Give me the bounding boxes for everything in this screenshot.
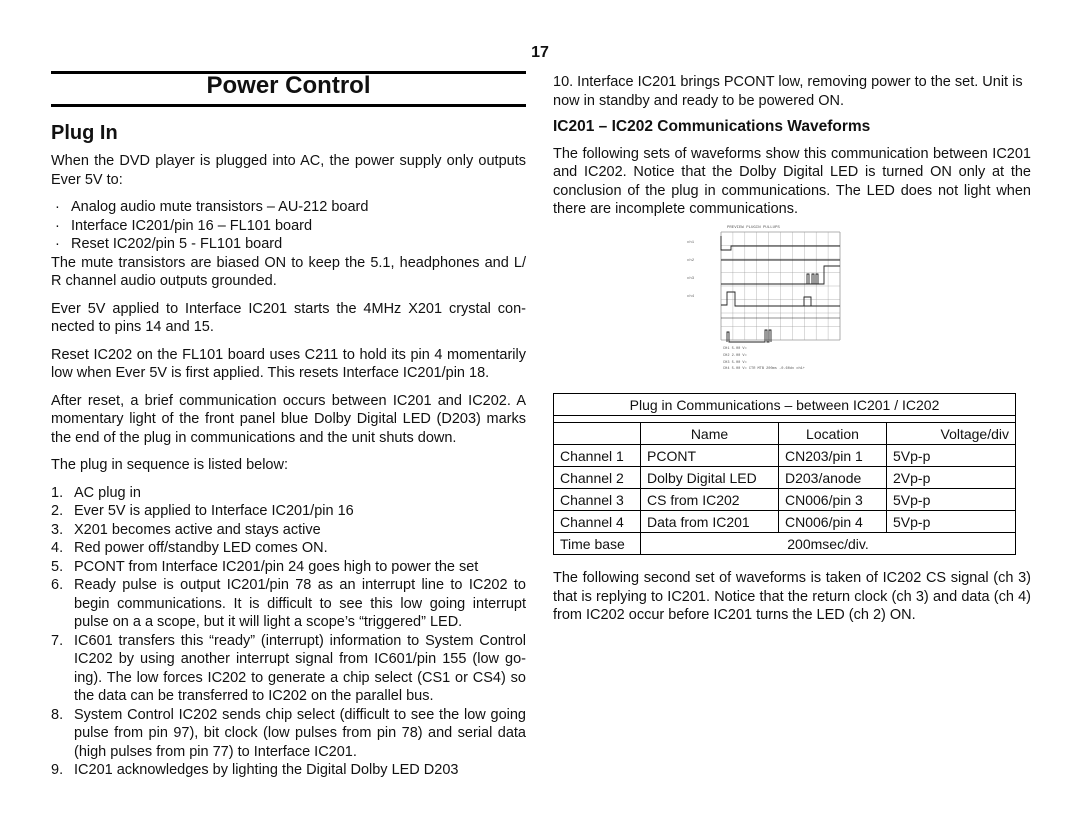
- bullet-text: Interface IC201/pin 16 – FL101 board: [71, 217, 313, 234]
- step-number: 3.: [51, 521, 64, 538]
- sequence-step: [51, 558, 526, 577]
- step-text: Ever 5V is applied to Interface IC201/pin 16: [74, 503, 354, 519]
- scope-ch3-label: ch3: [687, 277, 695, 281]
- scope-top-label: PREVIEW PLUGIN PULLUPS: [727, 226, 780, 230]
- title-rule-bottom: [51, 104, 526, 107]
- table-row: [554, 445, 1016, 467]
- step-number: 1.: [51, 484, 64, 501]
- table-header-blank: [554, 423, 641, 445]
- scope-ch4-scale: CH4 5.00 V= CTR MTB 200ms -0.60dv ch1+: [723, 367, 805, 370]
- step-text: IC601 transfers this “ready” (interrupt) information to System Control IC202 by using another interrupt signal from IC601/pin 155 (low go- ing). The low forces IC202 to generate a chip select (CS1 or CS4) so the data can be transferred to IC202 on the parallel bus.: [74, 632, 526, 704]
- step-text: IC201 acknowledges by lighting the Digital Dolby LED D203: [74, 762, 459, 778]
- step-number: 7.: [51, 632, 64, 649]
- step-number: 2.: [51, 503, 64, 519]
- bullet-text: Analog audio mute transistors – AU-212 board: [71, 199, 369, 215]
- table-cell: CN203/pin 1: [779, 445, 887, 467]
- left-column: [51, 152, 526, 780]
- table-header-row: [554, 423, 1016, 445]
- scope-graticule: [721, 232, 840, 340]
- table-timebase-row: [554, 533, 1016, 555]
- table-row: [554, 511, 1016, 533]
- table-cell: Dolby Digital LED: [641, 467, 779, 489]
- sequence-step: [51, 502, 526, 521]
- table-cell: CN006/pin 3: [779, 489, 887, 511]
- step-number: 5.: [51, 558, 64, 575]
- table-cell: CN006/pin 4: [779, 511, 887, 533]
- waveforms-heading: IC201 – IC202 Communications Waveforms: [553, 118, 871, 135]
- mute-paragraph: The mute transistors are biased ON to keep the 5.1, headphones and L/ R channel audio outputs grounded.: [51, 254, 526, 289]
- scope-ch2-label: ch2: [687, 259, 695, 263]
- plug-in-communications-table: [553, 393, 1016, 555]
- scope-ch2-scale: CH2 2.00 V=: [723, 354, 747, 358]
- table-header-voltage: Voltage/div: [887, 423, 1016, 445]
- table-cell: CS from IC202: [641, 489, 779, 511]
- table-cell: Channel 4: [554, 511, 641, 533]
- powered-list: [51, 198, 526, 254]
- step-text: PCONT from Interface IC201/pin 24 goes high to power the set: [74, 558, 479, 575]
- table-cell: 5Vp-p: [887, 489, 1016, 511]
- step-number: 4.: [51, 540, 64, 556]
- table-cell: PCONT: [641, 445, 779, 467]
- bullet-item: [51, 235, 526, 254]
- bullet-item: [51, 198, 526, 217]
- step-text: Red power off/standby LED comes ON.: [74, 540, 328, 556]
- second-waveforms-paragraph: The following second set of waveforms is taken of IC202 CS signal (ch 3) that is replying to IC201. Notice that the return clock (ch 3) and data (ch 4) from IC202 occur before IC201 turns the LED (ch 2) ON.: [553, 570, 1031, 623]
- table-row: [554, 489, 1016, 511]
- step-number: 8.: [51, 706, 64, 723]
- timebase-value: 200msec/div.: [641, 533, 1016, 555]
- bullet-marker: ·: [55, 199, 60, 215]
- table-cell: Channel 2: [554, 467, 641, 489]
- sequence-step: [51, 632, 526, 706]
- sequence-step: [51, 761, 526, 780]
- step-number: 9.: [51, 762, 64, 778]
- plug-in-sequence-list: [51, 484, 526, 780]
- table-cell: Data from IC201: [641, 511, 779, 533]
- table-cell: D203/anode: [779, 467, 887, 489]
- trace-ch4-data-pulse: [804, 297, 811, 306]
- step-number: 6.: [51, 577, 64, 593]
- table-caption-row: [554, 394, 1016, 416]
- table-cell: 5Vp-p: [887, 511, 1016, 533]
- step-text: AC plug in: [74, 484, 141, 501]
- after-reset-paragraph: After reset, a brief communication occurs between IC201 and IC202. A momentary light of the front panel blue Dolby Digital LED (D203) marks the end of the plug in communications and the unit shuts down.: [51, 392, 526, 446]
- bullet-marker: ·: [55, 217, 60, 234]
- sequence-step: [51, 576, 526, 632]
- ever5v-paragraph: Ever 5V applied to Interface IC201 starts the 4MHz X201 crystal con- nected to pins 14 and 15.: [51, 300, 526, 335]
- scope-ch4-label: ch4: [687, 295, 695, 299]
- waveforms-paragraph: The following sets of waveforms show this communication between IC201 and IC202. Notice that the Dolby Digital LED is turned ON only at the conclusion of the plug in communications. The LED does not light when there are incomplete communications.: [553, 145, 1031, 217]
- oscilloscope-waveform-image: [685, 222, 841, 370]
- sequence-step: [51, 484, 526, 503]
- scope-ch1-scale: CH1 5.00 V=: [723, 347, 747, 351]
- scope-ch3-scale: CH3 5.00 V=: [723, 361, 747, 365]
- sequence-intro: The plug in sequence is listed below:: [51, 457, 288, 473]
- page-title: Power Control: [206, 72, 371, 99]
- trace-ch3-clock-pulses: [807, 274, 818, 284]
- table-cell: Channel 1: [554, 445, 641, 467]
- scope-ch1-label: ch1: [687, 241, 695, 245]
- bullet-text: Reset IC202/pin 5 - FL101 board: [71, 236, 283, 252]
- table-cell: Channel 3: [554, 489, 641, 511]
- table-cell: 5Vp-p: [887, 445, 1016, 467]
- intro-paragraph: When the DVD player is plugged into AC, the power supply only outputs Ever 5V to:: [51, 153, 526, 188]
- table-row: [554, 467, 1016, 489]
- table-cell: 2Vp-p: [887, 467, 1016, 489]
- page-number: 17: [531, 44, 549, 61]
- section-heading-plug-in: Plug In: [51, 122, 118, 144]
- table-spacer-row: [554, 416, 1016, 423]
- reset-paragraph: Reset IC202 on the FL101 board uses C211 to hold its pin 4 momentarily low when Ever 5V is first applied. This resets Interface IC201/pin 18.: [51, 346, 526, 381]
- step-text: Ready pulse is output IC201/pin 78 as an interrupt line to IC202 to begin communications. It is difficult to see this low going interrupt pulse on a a scope, but it will light a scope’s “triggered” LED.: [74, 577, 526, 630]
- table-caption: Plug in Communications – between IC201 / IC202: [554, 394, 1016, 416]
- step-text: X201 becomes active and stays active: [74, 521, 321, 538]
- right-column-top: [553, 73, 1031, 219]
- timebase-label: Time base: [554, 533, 641, 555]
- step-ten-paragraph: 10. Interface IC201 brings PCONT low, removing power to the set. Unit is now in standby and ready to be powered ON.: [553, 74, 1023, 109]
- step-text: System Control IC202 sends chip select (difficult to see the low going pulse from pin 97), bit clock (low pulses from pin 78) and serial data (high pulses from pin 77) to Interface IC201.: [74, 706, 526, 760]
- sequence-step: [51, 539, 526, 558]
- table-header-name: Name: [641, 423, 779, 445]
- bullet-marker: ·: [55, 236, 60, 252]
- table-header-location: Location: [779, 423, 887, 445]
- right-column-bottom: [553, 569, 1031, 625]
- bullet-item: [51, 217, 526, 236]
- sequence-step: [51, 521, 526, 540]
- sequence-step: [51, 706, 526, 762]
